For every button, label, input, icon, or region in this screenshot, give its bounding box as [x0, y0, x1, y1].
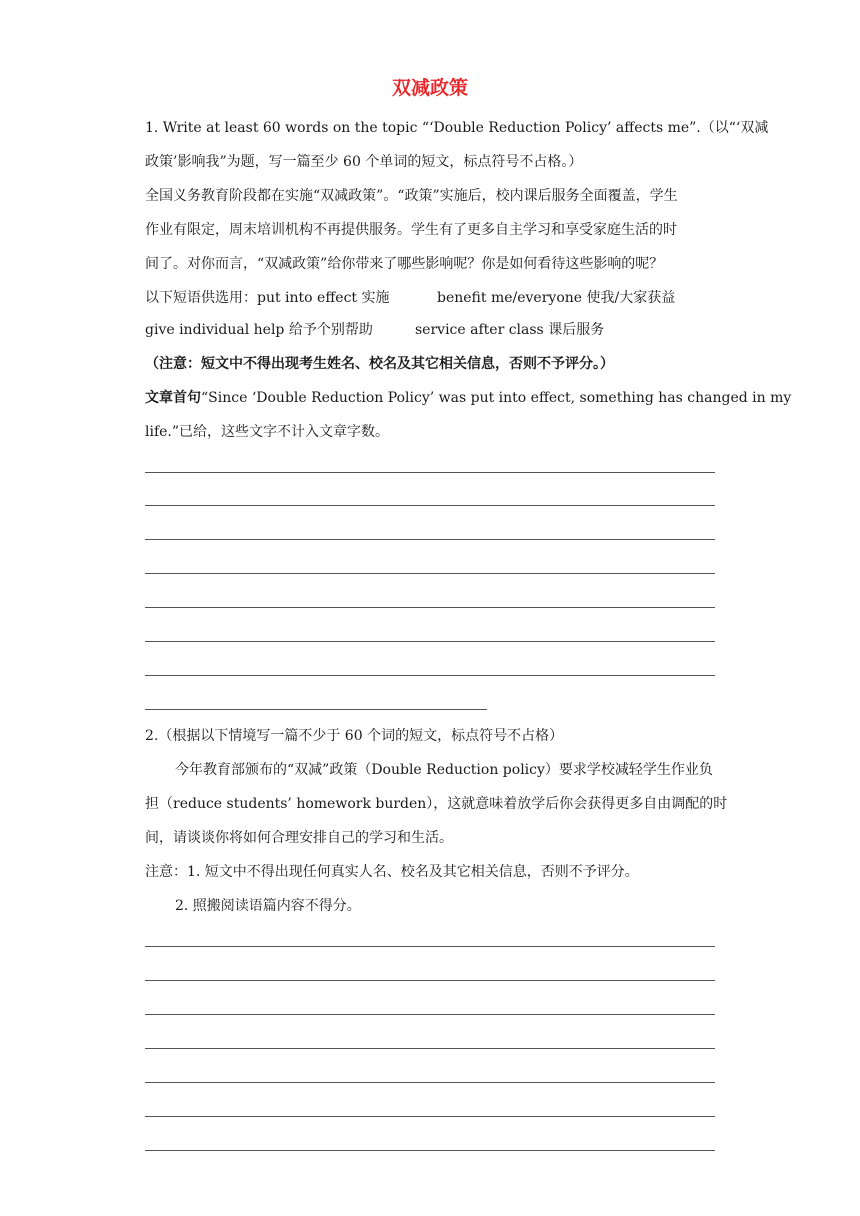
answer-line[interactable] — [145, 980, 715, 981]
answer-line[interactable] — [145, 709, 487, 710]
q1-context-line-3: 间了。对你而言，“双减政策”给你带来了哪些影响呢？你是如何看待这些影响的呢？ — [145, 256, 664, 272]
first-sentence-label: 文章首句 — [145, 390, 201, 406]
answer-line[interactable] — [145, 641, 715, 642]
phrase-put-into-effect: 以下短语供选用：put into effect 实施 — [145, 290, 390, 306]
answer-line[interactable] — [145, 472, 715, 473]
q1-note: （注意：短文中不得出现考生姓名、校名及其它相关信息，否则不予评分。） — [145, 356, 614, 372]
q2-context-line-1: 今年教育部颁布的“双减”政策（Double Reduction policy）要求学校减轻学生作业负 — [175, 762, 713, 778]
answer-line[interactable] — [145, 607, 715, 608]
answer-line[interactable] — [145, 539, 715, 540]
answer-line[interactable] — [145, 1116, 715, 1117]
answer-line[interactable] — [145, 1014, 715, 1015]
q1-phrases-row-2 — [145, 320, 715, 340]
q1-first-sentence-end: life.”已给，这些文字不计入文章字数。 — [145, 424, 390, 440]
q1-phrases-row-1 — [145, 288, 715, 308]
answer-line[interactable] — [145, 946, 715, 947]
q2-prompt-line-1: 2.（根据以下情境写一篇不少于 60 个词的短文，标点符号不占格） — [145, 728, 564, 744]
page-title: 双减政策 — [391, 77, 468, 99]
q2-context-line-3: 间，请谈谈你将如何合理安排自己的学习和生活。 — [145, 830, 453, 846]
q1-context-line-2: 作业有限定，周末培训机构不再提供服务。学生有了更多自主学习和享受家庭生活的时 — [145, 222, 677, 238]
answer-line[interactable] — [145, 573, 715, 574]
q2-note-2: 2. 照搬阅读语篇内容不得分。 — [175, 898, 361, 914]
q2-note-1: 注意：1. 短文中不得出现任何真实人名、校名及其它相关信息，否则不予评分。 — [145, 864, 639, 880]
q1-first-sentence — [145, 388, 792, 408]
phrase-service-after-class: service after class 课后服务 — [415, 322, 605, 338]
phrase-benefit: benefit me/everyone 使我/大家获益 — [437, 290, 676, 306]
q1-prompt-line-1: 1. Write at least 60 words on the topic “‘Double Reduction Policy’ affects me”.（以“‘双减 — [145, 120, 769, 136]
phrase-individual-help: give individual help 给予个别帮助 — [145, 322, 373, 338]
q1-prompt-line-2: 政策’影响我”为题，写一篇至少 60 个单词的短文，标点符号不占格。） — [145, 154, 583, 170]
answer-line[interactable] — [145, 505, 715, 506]
answer-line[interactable] — [145, 1150, 715, 1151]
answer-line[interactable] — [145, 1082, 715, 1083]
q2-context-line-2: 担（reduce students’ homework burden），这就意味着放学后你会获得更多自由调配的时 — [145, 796, 728, 812]
answer-line[interactable] — [145, 1048, 715, 1049]
q1-context-line-1: 全国义务教育阶段都在实施“双减政策”。“政策”实施后，校内课后服务全面覆盖，学生 — [145, 188, 678, 204]
first-sentence-text: “Since ‘Double Reduction Policy’ was put into effect, something has changed in my — [201, 390, 792, 406]
answer-line[interactable] — [145, 675, 715, 676]
